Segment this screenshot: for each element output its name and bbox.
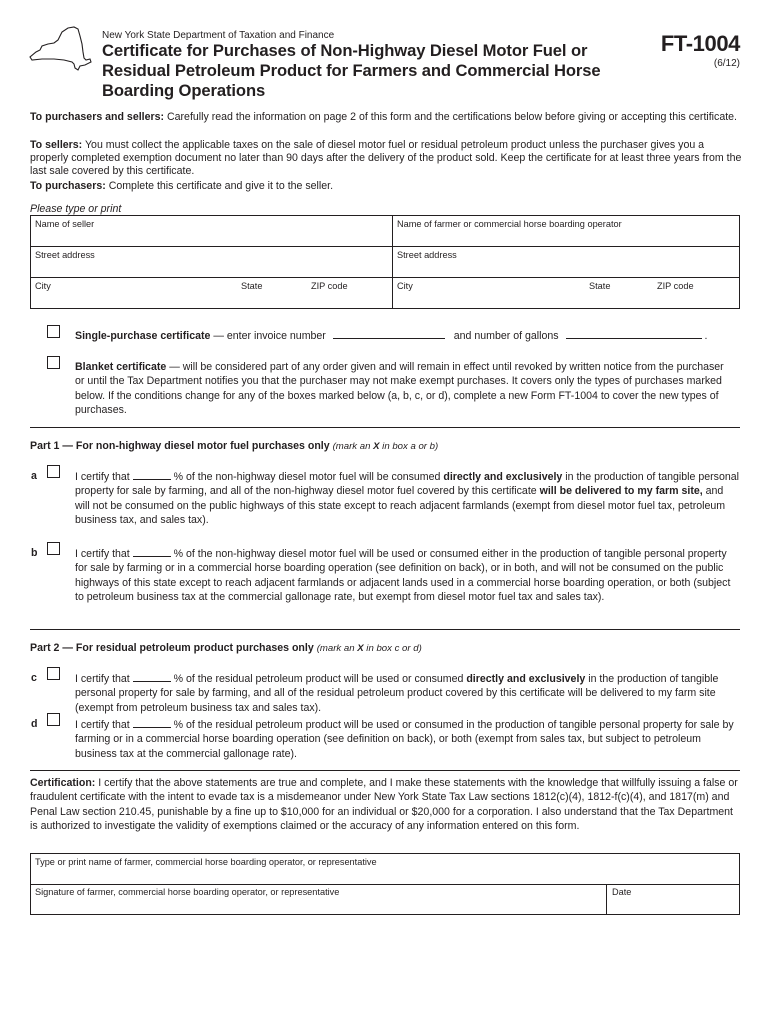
please-type-note: Please type or print [30,203,122,215]
farmer-name-field[interactable]: Name of farmer or commercial horse boarding operator [397,219,622,229]
seller-street-field[interactable]: Street address [35,250,95,260]
new-york-state-map-icon [28,26,92,72]
farmer-city-field[interactable]: City [397,281,413,291]
seller-zip-field[interactable]: ZIP code [311,281,348,291]
box-b-text: I certify that % of the non-highway diesel motor fuel will be used or consumed either in the production of tangible personal property for sale by farming or in a commercial horse boarding operation (see definition on back), or in both, and will not be consumed on the public highways of this state except to reach adjacent farmlands or adjacent lands used in a commercial horse boarding operation, or both (subject to petroleum business tax at the commercial gallonage rate, but exempt from diesel motor fuel tax and sales tax). [75,548,731,604]
certification-text: Certification: I certify that the above statements are true and complete, and I make these statements with the knowledge that willfully issuing a false or fraudulent certificate with the intent to evade tax is a misdemeanor under New York State Tax Law sections 1812(c)(4), 1812-f(c)(4), and 1817(m) and Penal Law section 210.45, punishable by a fine up to $10,000 for an individual or $20,000 for a corporation. I also understand that the Tax Department is authorized to investigate the validity of exemptions claimed or the accuracy of any information entered on this form. [30,777,738,833]
farmer-street-field[interactable]: Street address [397,250,457,260]
box-b-letter: b [31,547,38,559]
box-d-checkbox[interactable] [47,713,60,726]
part1-heading: Part 1 — For non-highway diesel motor fuel purchases only (mark an X in box a or b) [30,440,439,452]
signature-field[interactable]: Signature of farmer, commercial horse boarding operator, or representative [35,887,340,897]
section-divider [30,629,740,630]
box-b-checkbox[interactable] [47,542,60,555]
form-number: FT-1004 [660,31,740,56]
seller-name-field[interactable]: Name of seller [35,219,95,229]
part2-heading: Part 2 — For residual petroleum product purchases only (mark an X in box c or d) [30,642,422,654]
box-b-percent-input[interactable] [133,547,171,557]
form-revision: (6/12) [713,58,740,69]
single-purchase-line: Single-purchase certificate — enter invoice number and number of gallons . [75,330,708,342]
single-purchase-checkbox[interactable] [47,325,60,338]
seller-state-field[interactable]: State [241,281,263,291]
department-name: New York State Department of Taxation and Finance [102,30,335,41]
instructions-purchasers-sellers: To purchasers and sellers: Carefully read the information on page 2 of this form and the certifications below before giving or accepting this certificate. [30,111,738,123]
invoice-number-input[interactable] [333,329,445,339]
farmer-state-field[interactable]: State [589,281,611,291]
box-d-percent-input[interactable] [133,718,171,728]
signature-box [30,853,740,915]
box-a-percent-input[interactable] [133,470,171,480]
farmer-zip-field[interactable]: ZIP code [657,281,694,291]
section-divider [30,770,740,771]
seller-farmer-info-grid [30,215,740,309]
box-c-checkbox[interactable] [47,667,60,680]
box-a-letter: a [31,470,37,482]
seller-city-field[interactable]: City [35,281,51,291]
gallons-input[interactable] [566,329,702,339]
box-c-text: I certify that % of the residual petroleum product will be used or consumed directly and exclusively in the production of tangible personal property for sale by farming, and all of the residual petroleum product covered by this certificate will be delivered to my farm site (exempt from petroleum business tax and sales tax). [75,673,719,714]
instructions-sellers: To sellers: You must collect the applicable taxes on the sale of diesel motor fuel or residual petroleum product unless the purchaser gives you a properly completed exemption document no later than 90 days after the delivery of the product sold. Keep the certificate for at least three years from the last sale covered by this certificate. [30,139,742,177]
box-a-text: I certify that % of the non-highway diesel motor fuel will be consumed directly and exclusively in the production of tangible personal property for sale by farming, and all of the non-highway diesel motor fuel covered by this certificate will be delivered to my farm site, and will not be consumed on the public highways of this state except to reach adjacent farmlands (exempt from diesel motor fuel tax, petroleum business tax, and sales tax). [75,471,739,527]
blanket-certificate-text: Blanket certificate — will be considered part of any order given and will remain in effect until revoked by written notice from the purchaser or until the Tax Department notifies you that the purchaser may not make exempt purchases. It covers only the types of purchases marked below. If the conditions change for any of the boxes marked below (a, b, c, or d), complete a new Form FT-1004 to cover the new types of purchases. [75,361,724,417]
box-a-checkbox[interactable] [47,465,60,478]
section-divider [30,427,740,428]
form-title: Certificate for Purchases of Non-Highway Diesel Motor Fuel or Residual Petroleum Product for Farmers and Commercial Horse Boarding Operations [102,41,601,100]
box-d-text: I certify that % of the residual petroleum product will be used or consumed in the production of tangible personal property for sale by farming or in a commercial horse boarding operation (see definition on back), or both (exempt from sales tax, but subject to petroleum business tax at the commercial gallonage rate). [75,719,734,760]
representative-name-field[interactable]: Type or print name of farmer, commercial horse boarding operator, or representative [35,857,377,867]
box-d-letter: d [31,718,38,730]
instructions-purchasers: To purchasers: Complete this certificate and give it to the seller. [30,180,334,192]
box-c-letter: c [31,672,37,684]
date-field[interactable]: Date [612,887,632,897]
box-c-percent-input[interactable] [133,672,171,682]
blanket-certificate-checkbox[interactable] [47,356,60,369]
